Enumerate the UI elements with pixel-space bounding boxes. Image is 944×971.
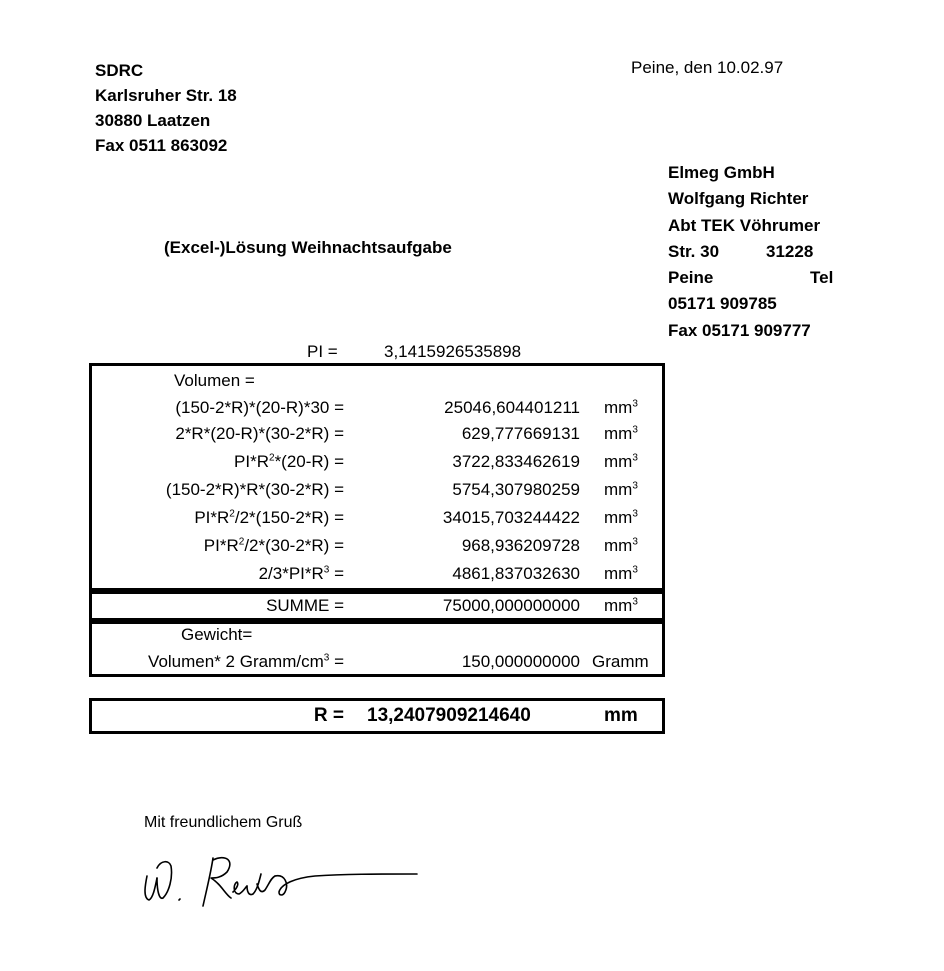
table-row	[92, 422, 662, 448]
formula-value: 34015,703244422	[442, 508, 580, 527]
recipient-tel-label: Tel	[810, 268, 834, 288]
recipient-fax: Fax 05171 909777	[668, 320, 811, 340]
weight-table	[89, 621, 665, 677]
recipient-city: Peine	[668, 268, 714, 288]
sum-label: SUMME =	[266, 596, 344, 615]
formula-value: 4861,837032630	[452, 564, 580, 583]
sender-block	[95, 58, 237, 158]
formula-value: 5754,307980259	[452, 480, 580, 499]
formula-label: $PI*R^2/2*(150-2*R)$ =	[194, 508, 344, 527]
unit-label: $mm^3$	[604, 398, 638, 417]
recipient-company: Elmeg GmbH	[668, 163, 775, 182]
recipient-phone: 05171 909785	[668, 294, 777, 314]
volume-header: Volumen =	[174, 371, 255, 390]
date-line: Peine, den 10.02.97	[631, 58, 784, 77]
closing-text: Mit freundlichem Gruß	[144, 814, 303, 831]
table-row	[92, 396, 662, 422]
formula-value: 968,936209728	[461, 536, 580, 555]
result-box	[89, 698, 665, 734]
recipient-street: Str. 30	[668, 241, 720, 261]
weight-unit: Gramm	[592, 652, 649, 671]
unit-label: $mm^3$	[604, 452, 638, 471]
sender-fax: Fax 0511 863092	[95, 136, 228, 155]
unit-label: $mm^3$	[604, 536, 638, 555]
unit-label: $mm^3$	[604, 508, 638, 527]
formula-label: $2/3*PI*R^3$ =	[258, 564, 344, 583]
unit-label: $mm^3$	[604, 480, 638, 499]
result-unit: mm	[604, 705, 638, 726]
subject-line: (Excel-)Lösung Weihnachtsaufgabe	[164, 238, 452, 257]
formula-label: 2*R*(20-R)*(30-2*R) =	[175, 424, 344, 443]
sum-unit: $mm^3$	[604, 596, 638, 615]
weight-formula: Volumen* 2 Gramm/$cm^3$ =	[148, 652, 344, 671]
table-row	[92, 534, 662, 560]
formula-value: 25046,604401211	[444, 398, 580, 417]
recipient-postcode: 31228	[766, 241, 814, 261]
weight-value: 150,000000000	[461, 652, 580, 671]
pi-value: 3,1415926535898	[384, 342, 522, 361]
recipient-person: Wolfgang Richter	[668, 189, 809, 209]
sender-city: 30880 Laatzen	[95, 111, 211, 130]
recipient-department: Abt TEK Vöhrumer	[668, 215, 821, 235]
formula-label: $PI*R^2*(20-R)$ =	[234, 452, 344, 471]
result-value: 13,2407909214640	[367, 705, 531, 726]
table-row	[92, 562, 662, 588]
recipient-block	[668, 160, 858, 344]
volume-table	[89, 363, 665, 591]
weight-row	[92, 650, 662, 676]
weight-header: Gewicht=	[181, 625, 253, 644]
sum-row	[92, 594, 662, 620]
formula-value: 3722,833462619	[452, 452, 580, 471]
formula-label: (150-2*R)*(20-R)*30 =	[175, 398, 344, 417]
unit-label: $mm^3$	[604, 564, 638, 583]
unit-label: $mm^3$	[604, 424, 638, 443]
formula-label: (150-2*R)*R*(30-2*R) =	[165, 480, 344, 499]
table-row	[92, 450, 662, 476]
table-row	[92, 478, 662, 504]
sum-value: 75000,000000000	[442, 596, 580, 615]
table-row	[92, 506, 662, 532]
pi-label: PI =	[307, 342, 338, 361]
sender-street: Karlsruher Str. 18	[95, 86, 237, 105]
sender-company: SDRC	[95, 61, 144, 80]
signature-image	[135, 848, 425, 918]
sum-row-box	[89, 591, 665, 621]
result-label: R =	[313, 705, 344, 726]
formula-label: $PI*R^2/2*(30-2*R)$ =	[203, 536, 344, 555]
formula-value: 629,777669131	[461, 424, 580, 443]
